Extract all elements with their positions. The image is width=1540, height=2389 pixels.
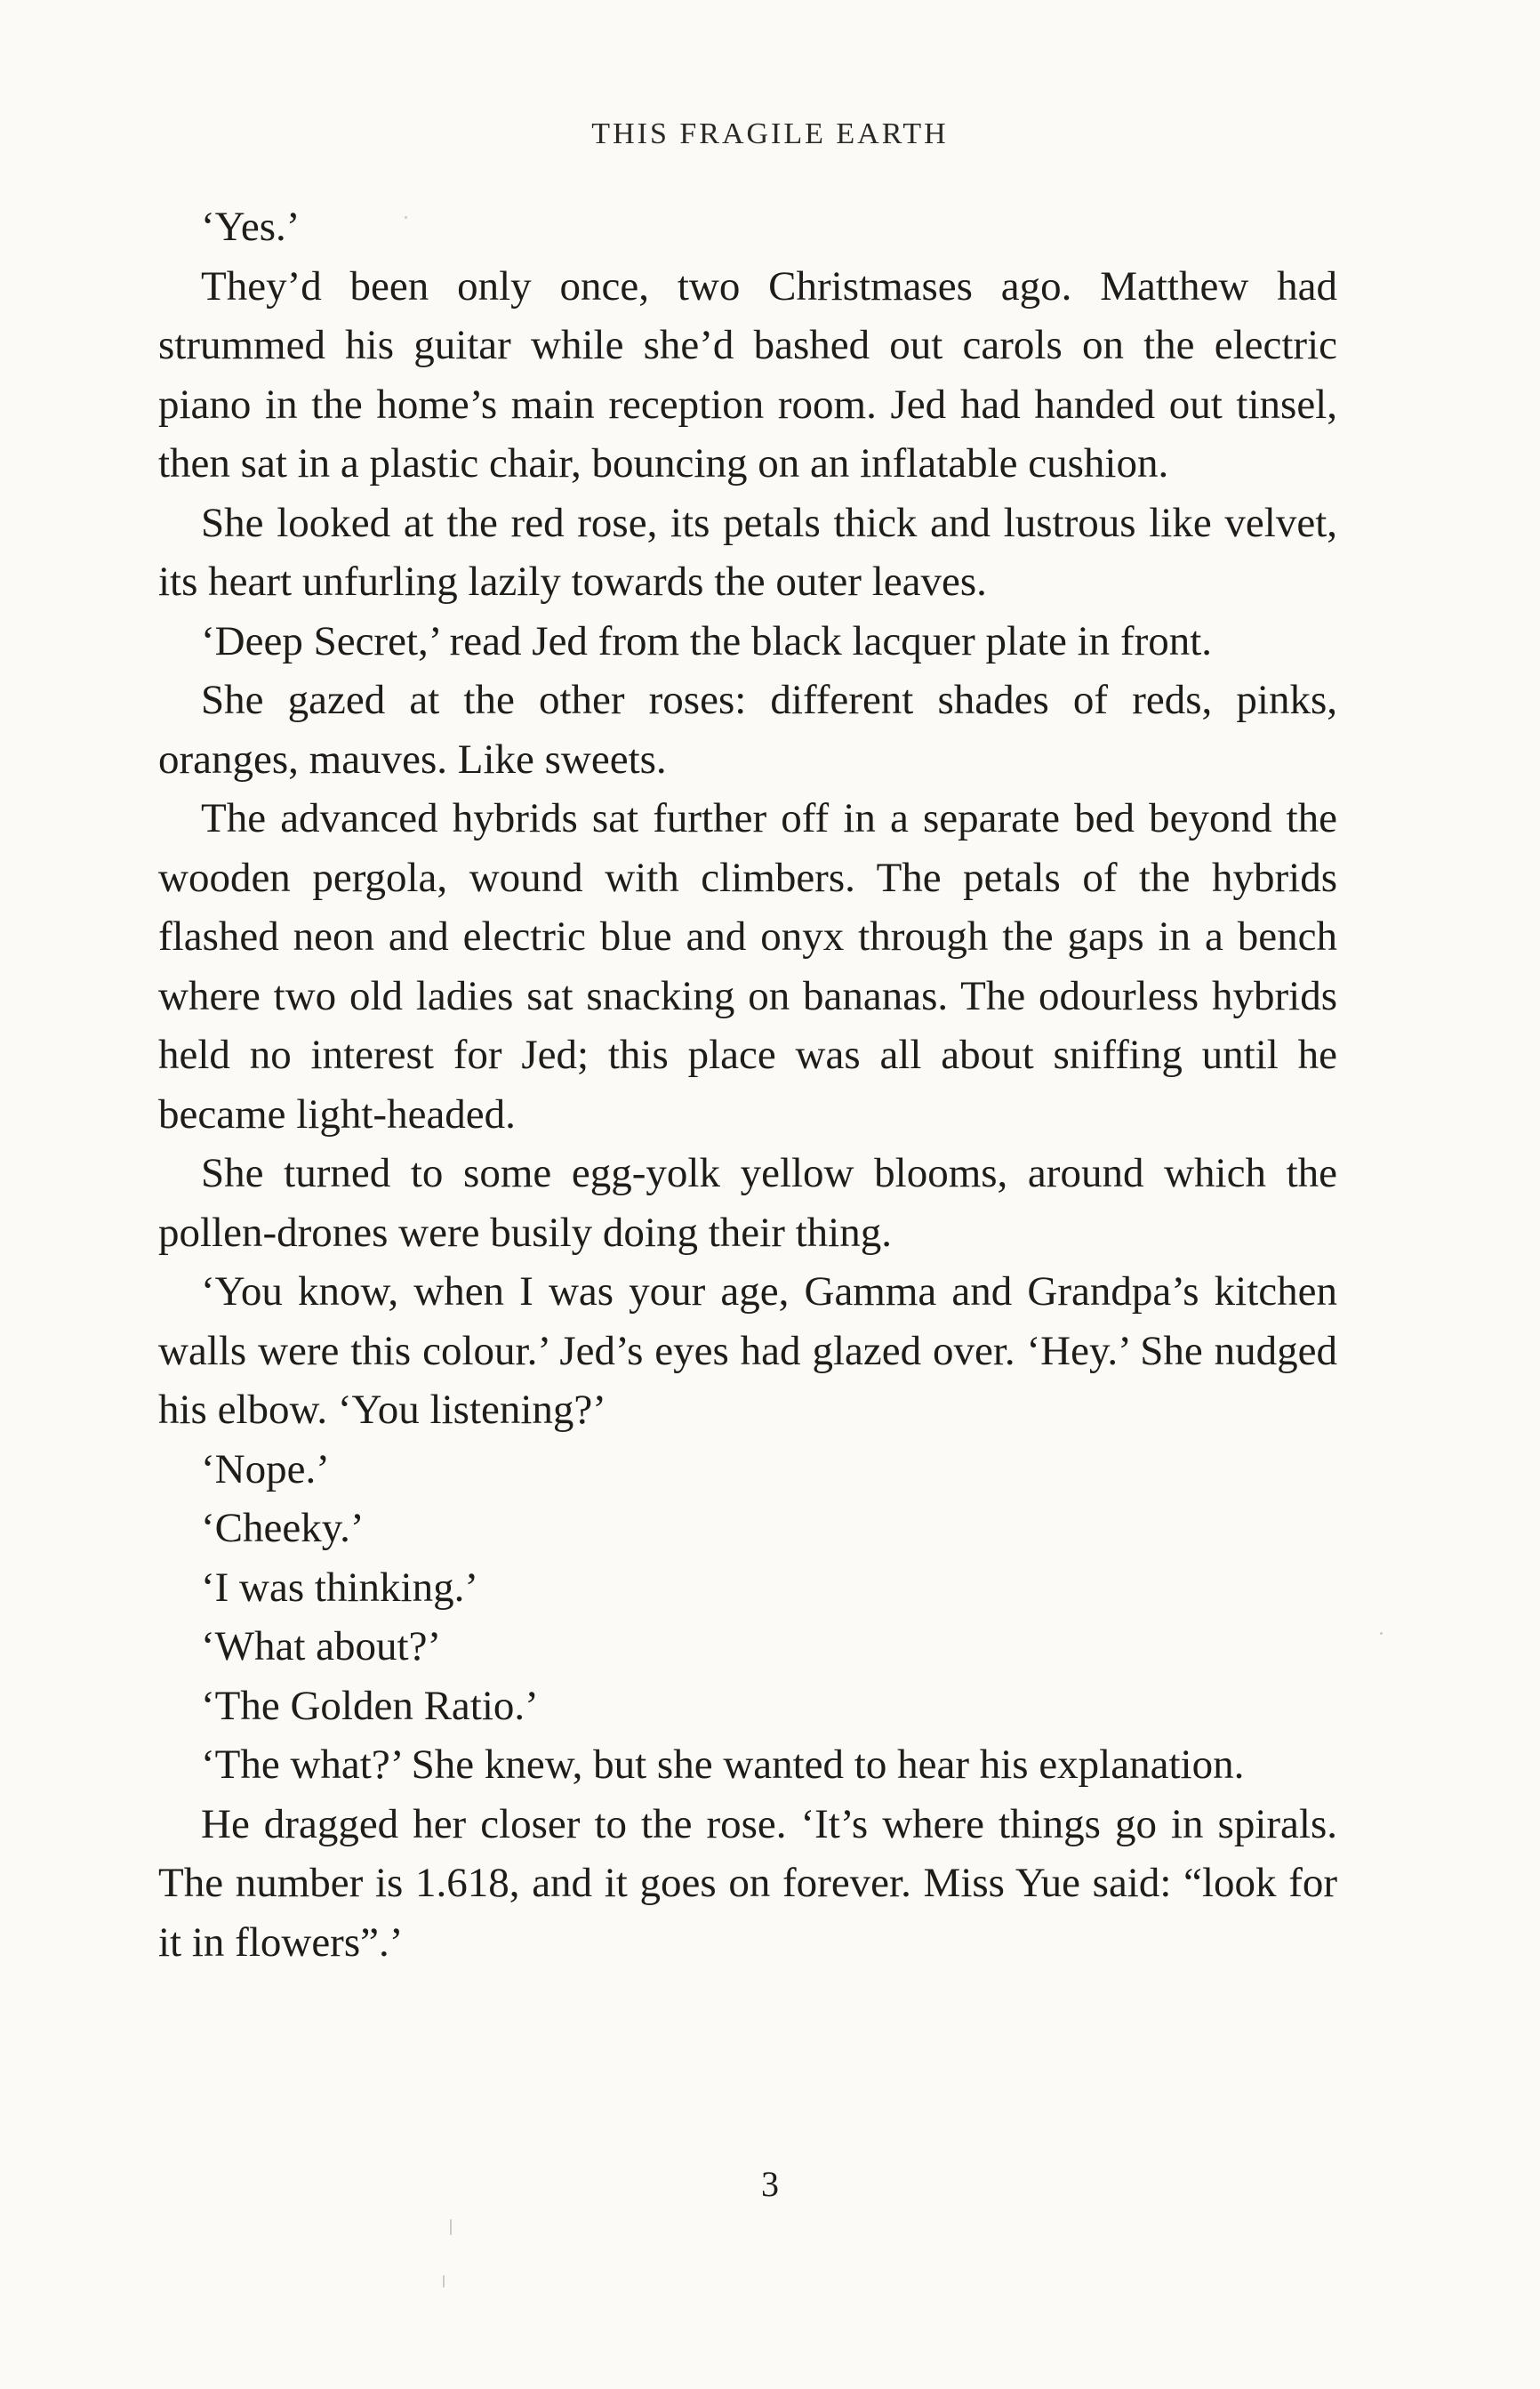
paragraph: ‘I was thinking.’ bbox=[201, 1564, 478, 1611]
paragraph: She turned to some egg-yolk yellow blooms, around which the pollen-drones were busily doing their thing. bbox=[158, 1150, 1337, 1256]
paper-speck bbox=[443, 2275, 445, 2288]
paragraph: He dragged her closer to the rose. ‘It’s where things go in spirals. The number is 1.618, and it goes on forever. Miss Yue said: “look for it in flowers”.’ bbox=[158, 1800, 1337, 1966]
page-number: 3 bbox=[761, 2164, 779, 2204]
body-text bbox=[158, 197, 1337, 1972]
paragraph: She looked at the red rose, its petals thick and lustrous like velvet, its heart unfurling lazily towards the outer leaves. bbox=[158, 499, 1337, 605]
paper-speck bbox=[450, 2219, 452, 2235]
paragraph: ‘Cheeky.’ bbox=[201, 1505, 365, 1551]
running-head: THIS FRAGILE EARTH bbox=[591, 117, 949, 150]
paragraph: They’d been only once, two Christmases ago. Matthew had strummed his guitar while she’d bashed out carols on the electric piano in the home’s main reception room. Jed had handed out tinsel, then sat in a plastic chair, bouncing on an inflatable cushion. bbox=[158, 262, 1337, 487]
paragraph: ‘Nope.’ bbox=[201, 1445, 330, 1492]
paper-speck bbox=[405, 216, 407, 219]
paragraph: ‘The Golden Ratio.’ bbox=[201, 1682, 539, 1729]
paragraph: ‘What about?’ bbox=[201, 1623, 442, 1669]
paragraph: ‘Deep Secret,’ read Jed from the black lacquer plate in front. bbox=[201, 617, 1213, 664]
paragraph: ‘Yes.’ bbox=[201, 204, 301, 250]
paragraph: She gazed at the other roses: different shades of reds, pinks, oranges, mauves. Like sweets. bbox=[158, 677, 1337, 783]
paragraph: ‘You know, when I was your age, Gamma and Grandpa’s kitchen walls were this colour.’ Jed’s eyes had glazed over. ‘Hey.’ She nudged his elbow. ‘You listening?’ bbox=[158, 1268, 1337, 1433]
paragraph: The advanced hybrids sat further off in a separate bed beyond the wooden pergola, wound with climbers. The petals of the hybrids flashed neon and electric blue and onyx through the gaps in a bench where two old ladies sat snacking on bananas. The odourless hybrids held no interest for Jed; this place was all about sniffing until he became light-headed. bbox=[158, 795, 1337, 1138]
paragraph: ‘The what?’ She knew, but she wanted to hear his explanation. bbox=[201, 1741, 1245, 1788]
paper-speck bbox=[1380, 1632, 1383, 1635]
